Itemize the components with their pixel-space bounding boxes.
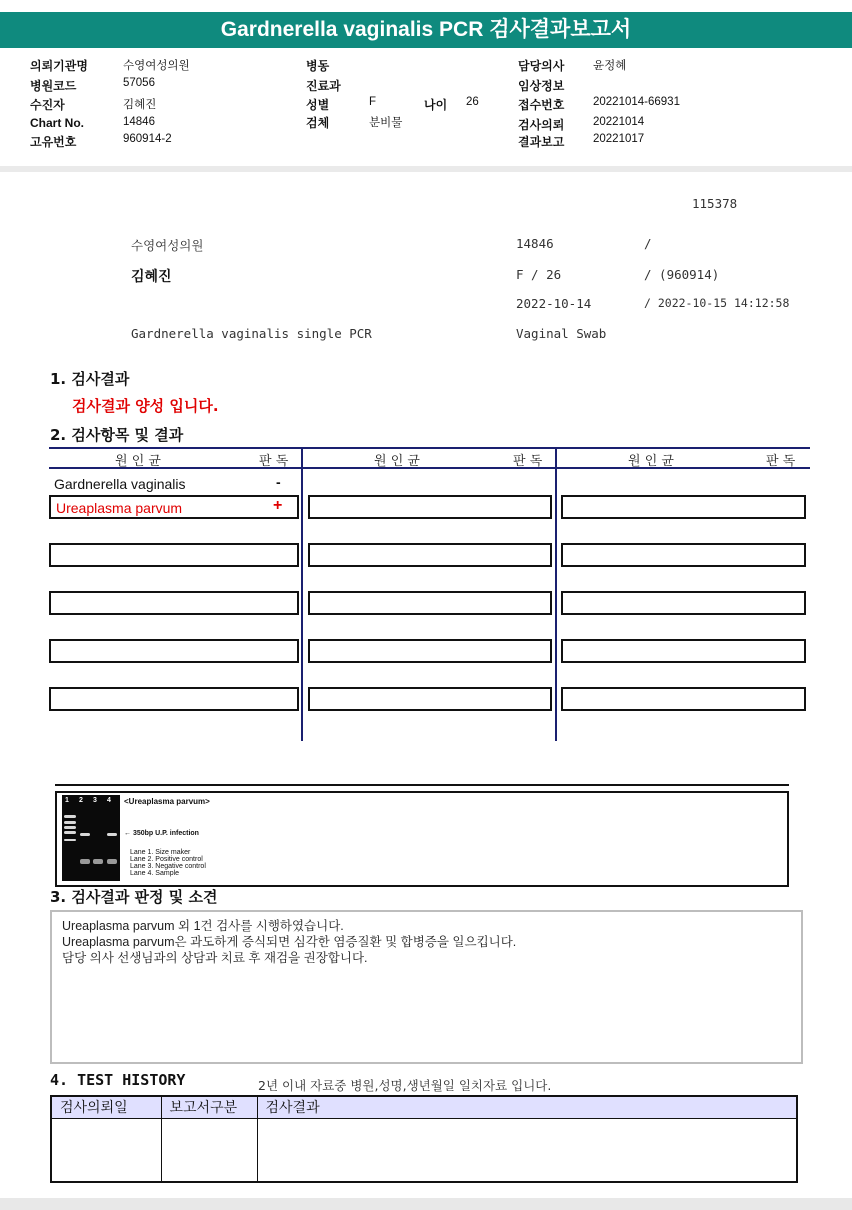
gel-band xyxy=(64,826,76,829)
header-value: 분비물 xyxy=(369,117,403,129)
history-col-header: 보고서구분 xyxy=(161,1096,257,1118)
header-value: 20221017 xyxy=(593,133,645,145)
gel-band xyxy=(107,833,117,836)
gel-title: <Ureaplasma parvum> xyxy=(124,797,210,806)
opinion-line: Ureaplasma parvum은 과도하게 증식되면 심각한 염증질환 및 합병증을 일으킵니다. xyxy=(62,935,517,949)
header-label: 의뢰기관명 xyxy=(30,59,88,73)
test-name: Gardnerella vaginalis single PCR xyxy=(131,326,372,341)
separator: / xyxy=(644,236,652,251)
history-table xyxy=(50,1095,798,1183)
result-summary: 검사결과 양성 입니다. xyxy=(72,397,219,415)
header-value: 윤정혜 xyxy=(593,60,627,72)
gel-legend-item: Lane 1. Size maker xyxy=(130,849,191,856)
section-items-title: 2. 검사항목 및 결과 xyxy=(50,426,184,444)
report-title: Gardnerella vaginalis PCR 검사결과보고서 xyxy=(0,12,852,48)
result-cell xyxy=(308,687,552,711)
col-header-result: 판 독 xyxy=(259,454,289,469)
lane-number: 4 xyxy=(107,797,111,804)
col-header-pathogen: 원 인 균 xyxy=(374,454,420,469)
pathogen-name: Gardnerella vaginalis xyxy=(54,476,186,492)
lane-number: 2 xyxy=(79,797,83,804)
header-label: 수진자 xyxy=(30,98,65,112)
header-value: 20221014-66931 xyxy=(593,96,680,108)
header-label: 진료과 xyxy=(306,79,341,93)
gel-band xyxy=(80,833,90,836)
history-col-header: 검사결과 xyxy=(257,1096,797,1118)
gel-band xyxy=(93,859,103,864)
header-label: 병원코드 xyxy=(30,79,77,93)
opinion-line: 담당 의사 선생님과의 상담과 치료 후 재검을 권장합니다. xyxy=(62,951,368,965)
result-cell xyxy=(308,639,552,663)
patient-name: 김혜진 xyxy=(131,268,172,284)
history-cell xyxy=(161,1118,257,1182)
table-header-rule xyxy=(49,467,810,469)
result-cell xyxy=(561,495,806,519)
gel-band xyxy=(64,821,76,824)
result-cell xyxy=(49,639,299,663)
lane-number: 1 xyxy=(65,797,69,804)
clinic-name: 수영여성의원 xyxy=(131,238,204,253)
chart-number: 14846 xyxy=(516,236,554,251)
header-value: 57056 xyxy=(123,77,155,89)
header-value: 김혜진 xyxy=(123,99,157,111)
header-label: 검체 xyxy=(306,116,330,130)
request-date: 2022-10-14 xyxy=(516,296,592,311)
result-cell xyxy=(561,543,806,567)
gel-legend-item: Lane 3. Negative control xyxy=(130,863,206,870)
header-value: 960914-2 xyxy=(123,133,172,145)
gel-band-label: ← 350bp U.P. infection xyxy=(124,830,199,837)
header-label: 결과보고 xyxy=(518,135,565,149)
pathogen-result: + xyxy=(273,497,283,514)
header-divider xyxy=(0,166,852,172)
gel-legend-item: Lane 2. Positive control xyxy=(130,856,203,863)
header-label: 병동 xyxy=(306,59,330,73)
col-header-pathogen: 원 인 균 xyxy=(628,454,674,469)
report-datetime: / 2022-10-15 14:12:58 xyxy=(644,296,790,310)
table-top-rule xyxy=(49,447,810,449)
result-cell xyxy=(561,687,806,711)
gel-band xyxy=(64,815,76,818)
header-value: F xyxy=(369,96,377,108)
history-cell xyxy=(257,1118,797,1182)
report-header xyxy=(0,48,852,168)
gel-band xyxy=(107,859,117,864)
result-cell xyxy=(561,639,806,663)
section-history-title: 4. TEST HISTORY xyxy=(50,1071,186,1089)
gel-legend-item: Lane 4. Sample xyxy=(130,870,180,877)
header-label: 임상정보 xyxy=(518,79,565,93)
gel-band xyxy=(64,831,76,834)
header-label: 성별 xyxy=(306,98,330,112)
history-col-header: 검사의뢰일 xyxy=(51,1096,161,1118)
report-number: 115378 xyxy=(692,196,738,211)
header-label: 접수번호 xyxy=(518,98,565,112)
result-cell xyxy=(49,543,299,567)
col-header-pathogen: 원 인 균 xyxy=(115,454,161,469)
col-header-result: 판 독 xyxy=(513,454,543,469)
gel-electrophoresis-image xyxy=(62,795,120,881)
result-cell xyxy=(49,687,299,711)
history-note: 2년 이내 자료중 병원,성명,생년월일 일치자료 입니다. xyxy=(258,1078,552,1093)
lane-number: 3 xyxy=(93,797,97,804)
sex-age: F / 26 xyxy=(516,267,562,282)
result-cell xyxy=(49,591,299,615)
opinion-box xyxy=(50,910,803,1064)
header-value: 14846 xyxy=(123,116,155,128)
gel-top-rule xyxy=(55,784,789,786)
result-cell xyxy=(308,543,552,567)
opinion-line: Ureaplasma parvum 외 1건 검사를 시행하였습니다. xyxy=(62,919,344,933)
gel-band xyxy=(64,839,76,841)
result-cell xyxy=(561,591,806,615)
table-column-divider xyxy=(301,447,303,741)
header-value: 20221014 xyxy=(593,116,645,128)
header-label: Chart No. xyxy=(30,116,84,130)
pathogen-name: Ureaplasma parvum xyxy=(56,500,183,516)
result-cell xyxy=(308,495,552,519)
section-opinion-title: 3. 검사결과 판정 및 소견 xyxy=(50,888,218,906)
pathogen-result: - xyxy=(276,474,281,490)
header-label: 나이 xyxy=(424,98,448,112)
specimen: Vaginal Swab xyxy=(516,326,607,341)
header-value: 26 xyxy=(466,96,479,108)
history-cell xyxy=(51,1118,161,1182)
gel-band xyxy=(80,859,90,864)
header-label: 담당의사 xyxy=(518,59,565,73)
birth-date: / (960914) xyxy=(644,267,720,282)
page-footer-band xyxy=(0,1198,852,1210)
header-label: 고유번호 xyxy=(30,135,77,149)
result-cell xyxy=(308,591,552,615)
table-column-divider xyxy=(555,447,557,741)
col-header-result: 판 독 xyxy=(766,454,796,469)
section-result-title: 1. 검사결과 xyxy=(50,370,130,388)
header-label: 검사의뢰 xyxy=(518,118,565,132)
history-row xyxy=(51,1118,797,1182)
header-value: 수영여성의원 xyxy=(123,60,190,72)
